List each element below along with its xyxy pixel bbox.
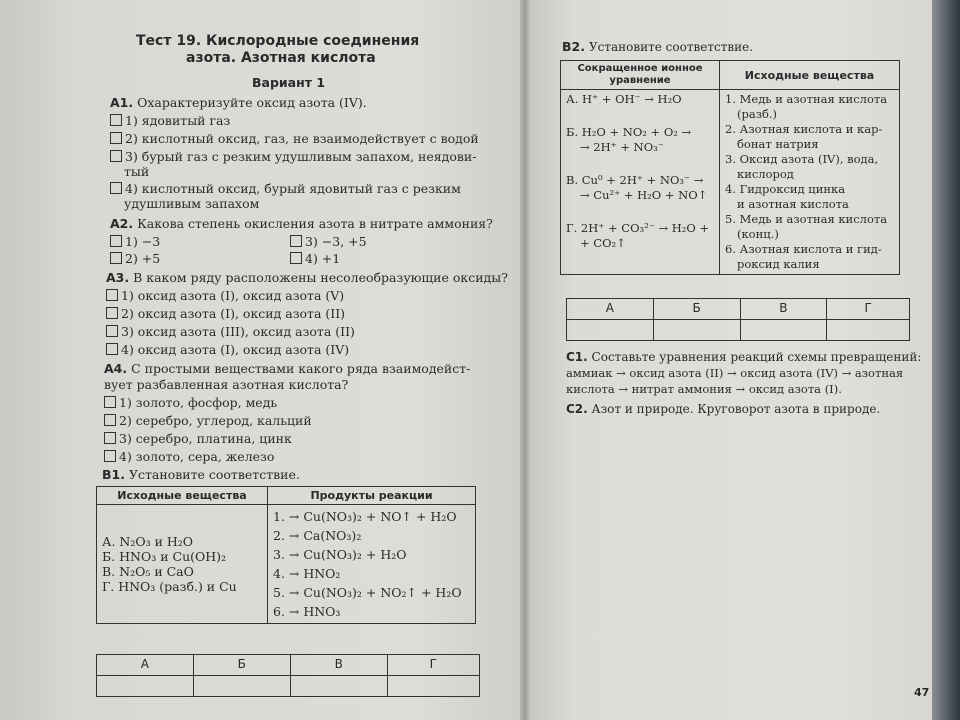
b1-instruction bbox=[102, 468, 300, 482]
a2-option-4[interactable]: 4) +1 bbox=[290, 252, 340, 266]
checkbox-icon[interactable] bbox=[110, 182, 122, 194]
test-title-line1: Тест 19. Кислородные соединения bbox=[136, 33, 420, 49]
b1-reactant: В. N₂O₅ и CaO bbox=[102, 564, 194, 579]
b2-label: В2. bbox=[562, 39, 585, 54]
b1-instruction-text: Установите соответствие. bbox=[128, 467, 300, 482]
a2-option-2[interactable]: 2) +5 bbox=[110, 252, 160, 266]
a1-option-4[interactable]: 4) кислотный оксид, бурый ядовитый газ с резким bbox=[110, 182, 461, 196]
a4-option-1[interactable]: 1) золото, фосфор, медь bbox=[104, 396, 277, 410]
b1-product: 5. → Cu(NO₃)₂ + NO₂↑ + H₂O bbox=[273, 585, 462, 600]
b1-reactant: А. N₂O₃ и H₂O bbox=[102, 534, 194, 549]
b2-answer-header-b: Б bbox=[653, 299, 740, 320]
b1-answer-cell-a[interactable] bbox=[97, 676, 194, 697]
checkbox-icon[interactable] bbox=[104, 396, 116, 408]
a1-question-text: Охарактеризуйте оксид азота (IV). bbox=[137, 95, 367, 110]
checkbox-icon[interactable] bbox=[104, 414, 116, 426]
b1-col1-header: Исходные вещества bbox=[97, 487, 268, 505]
background-edge bbox=[932, 0, 960, 720]
a4-option-4[interactable]: 4) золото, сера, железо bbox=[104, 450, 274, 464]
b2-substance-4: 4. Гидроксид цинка bbox=[725, 182, 846, 196]
b1-reactant: Б. HNO₃ и Cu(OH)₂ bbox=[102, 549, 227, 564]
a2-option-3[interactable]: 3) −3, +5 bbox=[290, 235, 367, 249]
a4-option-3[interactable]: 3) серебро, платина, цинк bbox=[104, 432, 292, 446]
a3-option-3[interactable]: 3) оксид азота (III), оксид азота (II) bbox=[106, 325, 355, 339]
a4-question-line1 bbox=[104, 362, 470, 376]
b1-reactant: Г. HNO₃ (разб.) и Cu bbox=[102, 579, 237, 594]
variant-label: Вариант 1 bbox=[252, 75, 326, 90]
checkbox-icon[interactable] bbox=[110, 252, 122, 264]
a1-question bbox=[110, 96, 367, 110]
b2-equation-g: Г. 2H⁺ + CO₃²⁻ → H₂O + bbox=[566, 221, 710, 235]
c1-label: С1. bbox=[566, 350, 588, 364]
checkbox-icon[interactable] bbox=[110, 150, 122, 162]
a4-question-line2: вует разбавленная азотная кислота? bbox=[104, 377, 349, 392]
b2-substance-5: 5. Медь и азотная кислота bbox=[725, 212, 888, 226]
b1-table bbox=[96, 486, 476, 624]
b2-substances-cell: 1. Медь и азотная кислота (разб.) 2. Азотная кислота и кар- бонат натрия 3. Оксид азота (IV), вода, кислород 4. Гидроксид цинка и азотная кислота 5. Медь и азотная кислота (конц.) 6. Азотная кислота и гид- роксид калия bbox=[720, 90, 900, 275]
c2-text: Азот и природе. Круговорот азота в природе. bbox=[591, 402, 881, 416]
b2-answer-table bbox=[566, 298, 910, 341]
c2-label: С2. bbox=[566, 402, 588, 416]
b1-answer-header-v: В bbox=[290, 655, 387, 676]
b1-answer-cell-v[interactable] bbox=[290, 676, 387, 697]
b2-equation-v-cont: → Cu²⁺ + H₂O + NO↑ bbox=[580, 188, 708, 202]
b1-product: 2. → Ca(NO₃)₂ bbox=[273, 528, 362, 543]
a1-option-3-cont: тый bbox=[124, 164, 150, 179]
a1-option-1[interactable]: 1) ядовитый газ bbox=[110, 114, 230, 128]
a2-label: А2. bbox=[110, 216, 134, 231]
b2-equation-a: А. H⁺ + OH⁻ → H₂O bbox=[566, 92, 682, 106]
b1-answer-cell-b[interactable] bbox=[193, 676, 290, 697]
a1-option-2[interactable]: 2) кислотный оксид, газ, не взаимодействует с водой bbox=[110, 132, 479, 146]
checkbox-icon[interactable] bbox=[290, 235, 302, 247]
b1-answer-header-b: Б bbox=[193, 655, 290, 676]
a2-question bbox=[110, 217, 493, 231]
b1-products-cell bbox=[268, 505, 476, 624]
checkbox-icon[interactable] bbox=[106, 289, 118, 301]
c1-line1 bbox=[566, 350, 921, 364]
checkbox-icon[interactable] bbox=[104, 432, 116, 444]
page-number: 47 bbox=[914, 686, 930, 699]
c1-text: Составьте уравнения реакций схемы превращений: bbox=[591, 350, 922, 364]
b2-substance-2: 2. Азотная кислота и кар- bbox=[725, 122, 883, 136]
b1-product: 1. → Cu(NO₃)₂ + NO↑ + H₂O bbox=[273, 509, 457, 524]
b1-answer-cell-g[interactable] bbox=[387, 676, 479, 697]
book-spine bbox=[520, 0, 530, 720]
a2-question-text: Какова степень окисления азота в нитрате аммония? bbox=[137, 216, 493, 231]
b2-equations-cell bbox=[561, 90, 720, 275]
b2-answer-header-v: В bbox=[740, 299, 827, 320]
b1-product: 3. → Cu(NO₃)₂ + H₂O bbox=[273, 547, 407, 562]
checkbox-icon[interactable] bbox=[106, 307, 118, 319]
a3-question-text: В каком ряду расположены несолеобразующие оксиды? bbox=[133, 270, 508, 285]
a4-label: А4. bbox=[104, 361, 128, 376]
a3-question bbox=[106, 271, 508, 285]
b2-substance-3: 3. Оксид азота (IV), вода, bbox=[725, 152, 879, 166]
b2-substance-1: 1. Медь и азотная кислота bbox=[725, 92, 888, 106]
a3-label: А3. bbox=[106, 270, 130, 285]
a2-option-1[interactable]: 1) −3 bbox=[110, 235, 160, 249]
checkbox-icon[interactable] bbox=[110, 235, 122, 247]
b1-answer-table bbox=[96, 654, 480, 697]
checkbox-icon[interactable] bbox=[106, 343, 118, 355]
b2-col1-header: Сокращенное ионное уравнение bbox=[561, 61, 720, 90]
b2-equation-g-cont: + CO₂↑ bbox=[580, 236, 626, 250]
checkbox-icon[interactable] bbox=[110, 132, 122, 144]
b2-equation-b-cont: → 2H⁺ + NO₃⁻ bbox=[580, 140, 664, 154]
b1-col2-header: Продукты реакции bbox=[268, 487, 476, 505]
a4-question-text: С простыми веществами какого ряда взаимодейст- bbox=[131, 361, 471, 376]
c1-line3: кислота → нитрат аммония → оксид азота (I). bbox=[566, 382, 842, 396]
a3-option-1[interactable]: 1) оксид азота (I), оксид азота (V) bbox=[106, 289, 344, 303]
b1-reactants-cell bbox=[97, 505, 268, 624]
a1-option-3[interactable]: 3) бурый газ с резким удушливым запахом, неядови- bbox=[110, 150, 476, 164]
b2-instruction-text: Установите соответствие. bbox=[588, 40, 754, 54]
b2-col2-header: Исходные вещества bbox=[720, 61, 900, 90]
a1-option-4-cont: удушливым запахом bbox=[124, 196, 260, 211]
a3-option-2[interactable]: 2) оксид азота (I), оксид азота (II) bbox=[106, 307, 345, 321]
c1-line2: аммиак → оксид азота (II) → оксид азота (IV) → азотная bbox=[566, 366, 904, 380]
b1-answer-header-g: Г bbox=[387, 655, 479, 676]
b2-answer-header-g: Г bbox=[827, 299, 910, 320]
b2-answer-header-a: А bbox=[567, 299, 654, 320]
a3-option-4[interactable]: 4) оксид азота (I), оксид азота (IV) bbox=[106, 343, 349, 357]
test-title-line2: азота. Азотная кислота bbox=[186, 50, 376, 66]
a1-label: А1. bbox=[110, 95, 134, 110]
b2-answer-cell-a[interactable] bbox=[567, 320, 654, 341]
b2-table bbox=[560, 60, 900, 275]
checkbox-icon[interactable] bbox=[104, 450, 116, 462]
b2-equation-v: В. Cu⁰ + 2H⁺ + NO₃⁻ → bbox=[566, 173, 704, 187]
checkbox-icon[interactable] bbox=[110, 114, 122, 126]
b2-equation-b: Б. H₂O + NO₂ + O₂ → bbox=[566, 125, 692, 139]
b1-product: 4. → HNO₂ bbox=[273, 566, 341, 581]
b1-answer-header-a: А bbox=[97, 655, 194, 676]
checkbox-icon[interactable] bbox=[106, 325, 118, 337]
b1-product: 6. → HNO₃ bbox=[273, 604, 341, 619]
b1-label: В1. bbox=[102, 467, 125, 482]
b2-instruction bbox=[562, 40, 753, 54]
b2-answer-cell-v[interactable] bbox=[740, 320, 827, 341]
b2-answer-cell-g[interactable] bbox=[827, 320, 910, 341]
b2-substance-6: 6. Азотная кислота и гид- bbox=[725, 242, 882, 256]
c2-line bbox=[566, 402, 880, 416]
a4-option-2[interactable]: 2) серебро, углерод, кальций bbox=[104, 414, 312, 428]
checkbox-icon[interactable] bbox=[290, 252, 302, 264]
b2-answer-cell-b[interactable] bbox=[653, 320, 740, 341]
